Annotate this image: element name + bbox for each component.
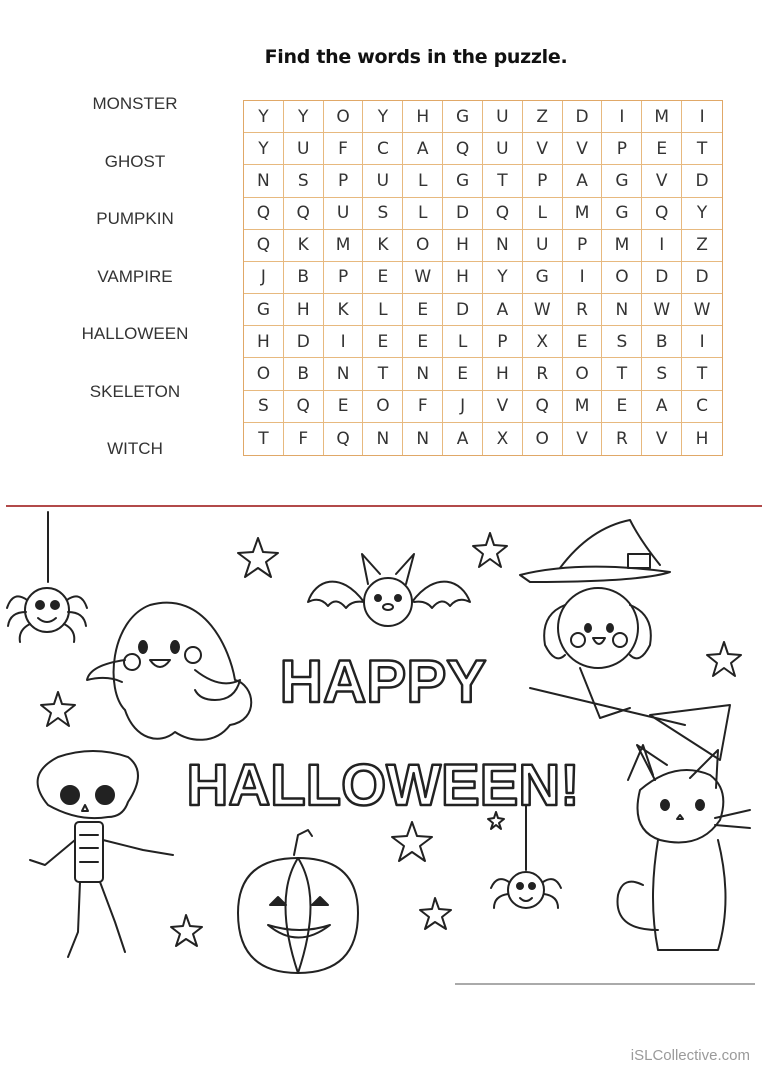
- grid-cell[interactable]: H: [244, 326, 284, 358]
- grid-cell[interactable]: X: [483, 423, 523, 455]
- grid-cell[interactable]: E: [403, 294, 443, 326]
- grid-cell[interactable]: W: [682, 294, 722, 326]
- grid-cell[interactable]: Y: [682, 198, 722, 230]
- grid-cell[interactable]: V: [563, 133, 603, 165]
- grid-cell[interactable]: V: [642, 423, 682, 455]
- grid-cell[interactable]: E: [403, 326, 443, 358]
- grid-cell[interactable]: O: [563, 358, 603, 390]
- grid-cell[interactable]: D: [443, 294, 483, 326]
- grid-cell[interactable]: L: [443, 326, 483, 358]
- grid-cell[interactable]: M: [602, 230, 642, 262]
- grid-cell[interactable]: T: [244, 423, 284, 455]
- spider-left-icon: [7, 512, 87, 642]
- grid-cell[interactable]: A: [483, 294, 523, 326]
- grid-cell[interactable]: S: [363, 198, 403, 230]
- grid-cell[interactable]: U: [324, 198, 364, 230]
- grid-cell[interactable]: W: [642, 294, 682, 326]
- grid-cell[interactable]: I: [642, 230, 682, 262]
- grid-cell[interactable]: T: [602, 358, 642, 390]
- grid-cell[interactable]: L: [523, 198, 563, 230]
- grid-cell[interactable]: Q: [284, 198, 324, 230]
- bat-icon: [308, 554, 470, 626]
- grid-cell[interactable]: I: [682, 101, 722, 133]
- grid-cell[interactable]: H: [443, 230, 483, 262]
- grid-cell[interactable]: S: [244, 391, 284, 423]
- grid-cell[interactable]: E: [602, 391, 642, 423]
- grid-cell[interactable]: E: [563, 326, 603, 358]
- grid-cell[interactable]: W: [523, 294, 563, 326]
- star-icon: [238, 538, 278, 577]
- grid-cell[interactable]: D: [443, 198, 483, 230]
- grid-cell[interactable]: B: [284, 262, 324, 294]
- banner-happy: HAPPY: [279, 648, 487, 715]
- grid-cell[interactable]: U: [483, 133, 523, 165]
- grid-cell[interactable]: E: [363, 326, 403, 358]
- grid-cell[interactable]: E: [363, 262, 403, 294]
- star-icon: [707, 642, 741, 676]
- grid-cell[interactable]: R: [523, 358, 563, 390]
- word-list-item: SKELETON: [89, 382, 181, 401]
- grid-cell[interactable]: Y: [483, 262, 523, 294]
- grid-cell[interactable]: C: [363, 133, 403, 165]
- grid-cell[interactable]: M: [563, 198, 603, 230]
- grid-cell[interactable]: S: [284, 165, 324, 197]
- grid-cell[interactable]: N: [324, 358, 364, 390]
- bottom-rule: [455, 983, 755, 985]
- pumpkin-icon: [238, 830, 358, 973]
- grid-cell[interactable]: H: [483, 358, 523, 390]
- grid-cell[interactable]: U: [483, 101, 523, 133]
- grid-cell[interactable]: R: [563, 294, 603, 326]
- grid-cell[interactable]: D: [563, 101, 603, 133]
- grid-cell[interactable]: T: [483, 165, 523, 197]
- word-search-grid: [243, 100, 723, 456]
- grid-cell[interactable]: X: [523, 326, 563, 358]
- grid-cell[interactable]: O: [403, 230, 443, 262]
- grid-cell[interactable]: D: [682, 165, 722, 197]
- grid-cell[interactable]: N: [363, 423, 403, 455]
- grid-cell[interactable]: H: [403, 101, 443, 133]
- grid-cell[interactable]: G: [244, 294, 284, 326]
- grid-cell[interactable]: V: [483, 391, 523, 423]
- grid-cell[interactable]: Z: [682, 230, 722, 262]
- grid-cell[interactable]: N: [403, 358, 443, 390]
- word-list-item: MONSTER: [92, 94, 178, 113]
- grid-cell[interactable]: L: [403, 165, 443, 197]
- grid-cell[interactable]: N: [483, 230, 523, 262]
- grid-cell[interactable]: U: [363, 165, 403, 197]
- grid-cell[interactable]: U: [523, 230, 563, 262]
- grid-cell[interactable]: P: [563, 230, 603, 262]
- grid-cell[interactable]: O: [523, 423, 563, 455]
- grid-cell[interactable]: N: [244, 165, 284, 197]
- grid-cell[interactable]: P: [324, 165, 364, 197]
- grid-cell[interactable]: E: [443, 358, 483, 390]
- grid-cell[interactable]: B: [284, 358, 324, 390]
- grid-cell[interactable]: Q: [523, 391, 563, 423]
- grid-cell[interactable]: O: [244, 358, 284, 390]
- grid-cell[interactable]: Q: [244, 230, 284, 262]
- grid-cell[interactable]: M: [563, 391, 603, 423]
- star-icon: [171, 915, 202, 946]
- grid-cell[interactable]: B: [642, 326, 682, 358]
- ghost-icon: [87, 603, 251, 740]
- grid-cell[interactable]: P: [324, 262, 364, 294]
- grid-cell[interactable]: I: [682, 326, 722, 358]
- grid-cell[interactable]: G: [523, 262, 563, 294]
- grid-cell[interactable]: H: [284, 294, 324, 326]
- grid-cell[interactable]: Q: [443, 133, 483, 165]
- grid-cell[interactable]: A: [642, 391, 682, 423]
- grid-cell[interactable]: R: [602, 423, 642, 455]
- grid-cell[interactable]: L: [363, 294, 403, 326]
- star-icon: [473, 533, 507, 567]
- grid-cell[interactable]: V: [642, 165, 682, 197]
- grid-cell[interactable]: K: [324, 294, 364, 326]
- grid-cell[interactable]: Y: [244, 101, 284, 133]
- grid-cell[interactable]: H: [443, 262, 483, 294]
- grid-cell[interactable]: E: [324, 391, 364, 423]
- grid-cell[interactable]: Y: [363, 101, 403, 133]
- grid-cell[interactable]: Z: [523, 101, 563, 133]
- grid-cell[interactable]: J: [443, 391, 483, 423]
- grid-cell[interactable]: U: [284, 133, 324, 165]
- section-divider: [6, 505, 762, 507]
- star-icon: [420, 898, 451, 929]
- grid-cell[interactable]: V: [563, 423, 603, 455]
- grid-cell[interactable]: N: [602, 294, 642, 326]
- grid-cell[interactable]: P: [483, 326, 523, 358]
- grid-cell[interactable]: I: [324, 326, 364, 358]
- grid-cell[interactable]: S: [602, 326, 642, 358]
- grid-cell[interactable]: V: [523, 133, 563, 165]
- grid-cell[interactable]: E: [642, 133, 682, 165]
- grid-cell[interactable]: F: [284, 423, 324, 455]
- grid-cell[interactable]: G: [602, 198, 642, 230]
- word-list-item: VAMPIRE: [97, 267, 173, 286]
- watermark: iSLCollective.com: [630, 1047, 750, 1064]
- grid-cell[interactable]: N: [403, 423, 443, 455]
- grid-cell[interactable]: I: [563, 262, 603, 294]
- grid-cell[interactable]: P: [523, 165, 563, 197]
- word-list-item: GHOST: [104, 152, 166, 171]
- grid-cell[interactable]: O: [602, 262, 642, 294]
- skeleton-icon: [30, 751, 173, 957]
- grid-cell[interactable]: D: [284, 326, 324, 358]
- star-icon: [392, 822, 432, 861]
- banner-halloween: HALLOWEEN!: [186, 753, 580, 818]
- grid-cell[interactable]: T: [682, 133, 722, 165]
- grid-cell[interactable]: H: [695, 428, 709, 449]
- grid-cell[interactable]: Q: [244, 198, 284, 230]
- word-list-item: PUMPKIN: [96, 209, 174, 228]
- grid-cell[interactable]: T: [682, 358, 722, 390]
- word-list-item: WITCH: [107, 439, 163, 458]
- grid-cell[interactable]: G: [443, 165, 483, 197]
- grid-cell[interactable]: T: [363, 358, 403, 390]
- grid-cell[interactable]: L: [403, 198, 443, 230]
- coloring-illustration: [0, 510, 766, 990]
- grid-cell[interactable]: Q: [324, 423, 364, 455]
- grid-cell[interactable]: D: [682, 262, 722, 294]
- grid-cell[interactable]: J: [244, 262, 284, 294]
- grid-cell[interactable]: A: [443, 423, 483, 455]
- grid-cell[interactable]: Y: [244, 133, 284, 165]
- grid-cell[interactable]: Y: [284, 101, 324, 133]
- grid-cell[interactable]: I: [602, 101, 642, 133]
- grid-cell[interactable]: M: [642, 101, 682, 133]
- grid-cell[interactable]: K: [363, 230, 403, 262]
- grid-cell[interactable]: G: [602, 165, 642, 197]
- grid-cell[interactable]: W: [403, 262, 443, 294]
- star-icon: [41, 692, 75, 726]
- cat-icon: [618, 745, 751, 950]
- grid-cell[interactable]: D: [642, 262, 682, 294]
- puzzle-title: Find the words in the puzzle.: [264, 46, 568, 68]
- grid-cell[interactable]: P: [602, 133, 642, 165]
- word-list-item: HALLOWEEN: [81, 324, 189, 343]
- grid-cell[interactable]: Q: [642, 198, 682, 230]
- grid-cell[interactable]: F: [403, 391, 443, 423]
- grid-cell[interactable]: F: [324, 133, 364, 165]
- grid-cell[interactable]: C: [682, 391, 722, 423]
- grid-cell[interactable]: M: [324, 230, 364, 262]
- grid-cell[interactable]: O: [324, 101, 364, 133]
- grid-cell[interactable]: A: [563, 165, 603, 197]
- grid-cell[interactable]: Q: [483, 198, 523, 230]
- grid-cell[interactable]: O: [363, 391, 403, 423]
- witch-icon: [520, 520, 730, 760]
- grid-cell[interactable]: G: [443, 101, 483, 133]
- grid-cell[interactable]: K: [284, 230, 324, 262]
- grid-cell[interactable]: S: [642, 358, 682, 390]
- grid-cell[interactable]: A: [403, 133, 443, 165]
- grid-cell[interactable]: Q: [284, 391, 324, 423]
